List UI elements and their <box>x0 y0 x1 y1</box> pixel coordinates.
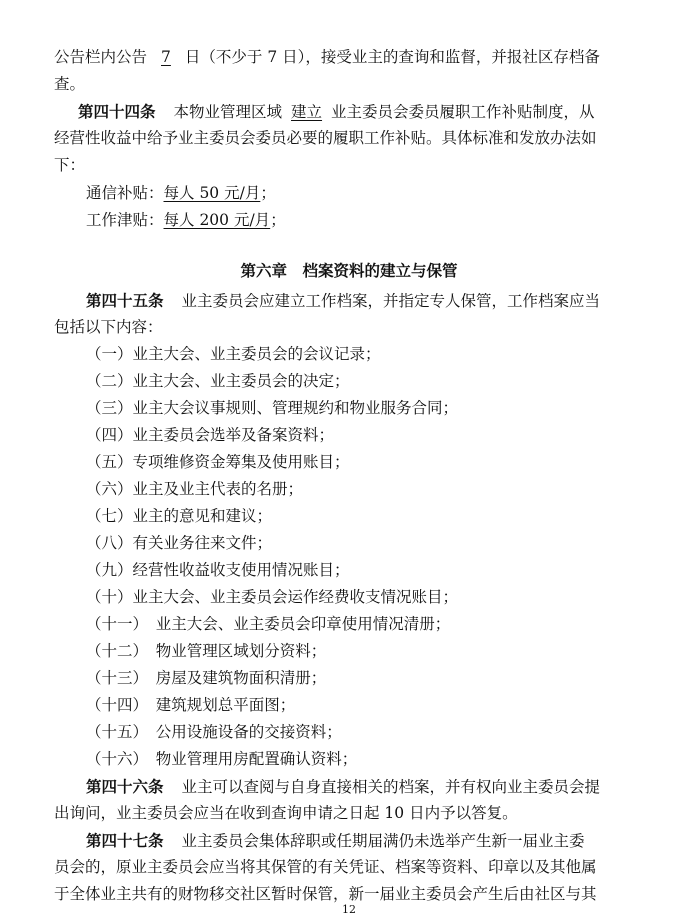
comm-allowance <box>86 180 676 207</box>
underlined-value: 每人 200 元/月 <box>163 211 271 229</box>
list-item: （十五） 公用设施设备的交接资料； <box>86 723 342 741</box>
text: 本物业管理区域 <box>173 103 283 121</box>
list-item: （十一） 业主大会、业主委员会印章使用情况清册； <box>86 615 451 633</box>
list-item: （十六） 物业管理用房配置确认资料； <box>86 750 358 768</box>
article-47-line-2: 员会的，原业主委员会应当将其保管的有关凭证、档案等资料、印章以及其他属 <box>54 858 597 876</box>
article-title: 第四十四条 <box>78 102 156 121</box>
list-item: （八）有关业务往来文件； <box>86 534 273 552</box>
label: 工作津贴： <box>86 211 164 229</box>
list-item: （六）业主及业主代表的名册； <box>86 480 304 498</box>
underlined-value: 每人 50 元/月 <box>163 184 261 202</box>
text: 业主可以查阅与自身直接相关的档案，并有权向业主委员会提 <box>181 778 601 796</box>
article-44-line-1 <box>78 98 668 125</box>
list-item: （十）业主大会、业主委员会运作经费收支情况账目； <box>86 588 459 606</box>
article-title: 第四十七条 <box>86 831 164 850</box>
article-44-line-2: 经营性收益中给予业主委员会委员必要的履职工作补贴。具体标准和发放办法如 <box>54 129 597 147</box>
list-item: （十四） 建筑规划总平面图； <box>86 696 296 714</box>
label: 通信补贴： <box>86 184 164 202</box>
text: 业主委员会委员履职工作补贴制度，从 <box>331 103 595 121</box>
para-line: 查。 <box>54 75 86 93</box>
text: ； <box>260 184 276 202</box>
article-title: 第四十五条 <box>86 291 164 310</box>
article-46-line-1 <box>86 773 676 800</box>
article-45-line-2: 包括以下内容： <box>54 318 163 336</box>
list-item: （十二） 物业管理区域划分资料； <box>86 642 327 660</box>
article-47-line-3: 于全体业主共有的财物移交社区暂时保管，新一届业主委员会产生后由社区与其 <box>54 885 597 903</box>
article-44-line-3: 下： <box>54 156 86 174</box>
text: 业主委员会集体辞职或任期届满仍未选举产生新一届业主委 <box>181 832 585 850</box>
list-item: （七）业主的意见和建议； <box>86 507 273 525</box>
article-47-line-1 <box>86 827 676 854</box>
underlined-value: 建立 <box>291 103 323 121</box>
para-line <box>54 44 644 71</box>
article-title: 第四十六条 <box>86 777 164 796</box>
list-item: （三）业主大会议事规则、管理规约和物业服务合同； <box>86 399 459 417</box>
underlined-value: 7 <box>161 48 171 66</box>
list-item: （二）业主大会、业主委员会的决定； <box>86 372 350 390</box>
page-number: 12 <box>342 903 356 916</box>
article-45-line-1 <box>86 287 676 314</box>
list-item: （一）业主大会、业主委员会的会议记录； <box>86 345 381 363</box>
article-46-line-2: 出询问，业主委员会应当在收到查询申请之日起 10 日内予以答复。 <box>54 804 518 822</box>
list-item: （九）经营性收益收支使用情况账目； <box>86 561 350 579</box>
chapter-heading: 第六章 档案资料的建立与保管 <box>240 261 458 280</box>
list-item: （四）业主委员会选举及备案资料； <box>86 426 335 444</box>
list-item: （十三） 房屋及建筑物面积清册； <box>86 669 327 687</box>
list-item: （五）专项维修资金筹集及使用账目； <box>86 453 350 471</box>
text: 公告栏内公告 <box>54 48 148 66</box>
work-allowance <box>86 207 676 234</box>
text: 业主委员会应建立工作档案，并指定专人保管，工作档案应当 <box>181 292 601 310</box>
text: ； <box>270 211 286 229</box>
text: 日（不少于 7 日），接受业主的查询和监督，并报社区存档备 <box>184 48 600 66</box>
